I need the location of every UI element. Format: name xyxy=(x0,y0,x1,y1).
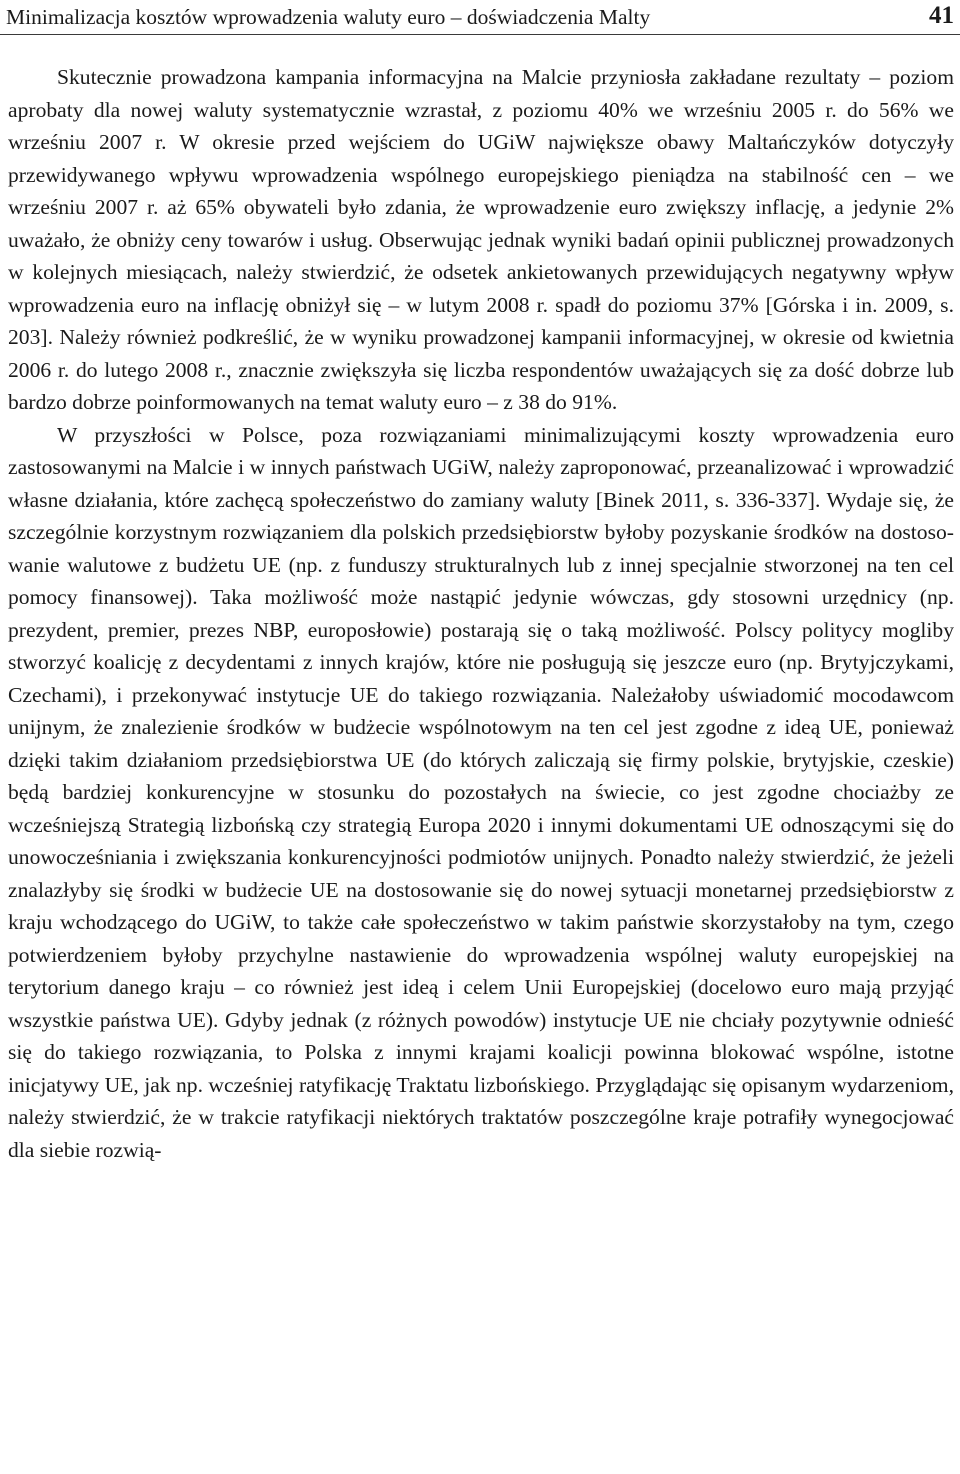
running-header-title: Minimalizacja kosztów wprowadzenia waluty euro – doświadczenia Malty xyxy=(6,5,651,29)
paragraph: W przyszłości w Polsce, poza rozwiązaniami minimalizującymi koszty wprowadzenia euro zastosowanymi na Malcie i w innych państwach UGiW, należy zaproponować, przeanalizować i wprowadzić własne działania, które zachęcą społeczeństwo do zamiany waluty [Binek 2011, s. 336-337]. Wydaje się, że szczególnie korzystnym rozwiązaniem dla polskich przedsiębiorstw byłoby pozyskanie środków na dostosowanie walutowe z budżetu UE (np. z funduszy strukturalnych lub z innej specjalnie stworzonej na ten cel pomocy finansowej). Taka możliwość może nastąpić jedynie wówczas, gdy stosowni urzędnicy (np. prezydent, premier, prezes NBP, europosłowie) postarają się o taką możliwość. Polscy politycy mogliby stworzyć koalicję z decydentami z innych krajów, które nie posługują się jeszcze euro (np. Brytyjczykami, Czechami), i przekonywać instytucje UE do takiego rozwiązania. Należałoby uświadomić mocodawcom unijnym, że znalezienie środków w budżecie wspólnotowym na ten cel jest zgodne z ideą UE, ponieważ dzięki takim działaniom przedsiębiorstwa UE (do których zaliczają się firmy polskie, brytyjskie, czeskie) będą bardziej konkurencyjne w stosunku do pozostałych na świecie, co jest zgodne chociażby ze wcześniejszą Strategią lizbońską czy strategią Europa 2020 i innymi dokumentami UE odnoszącymi się do unowocześniania i zwiększania konkurencyjności podmiotów unijnych. Ponadto należy stwierdzić, że jeżeli znalazłyby się środki w budżecie UE na dostosowanie się do nowej sytuacji monetarnej przedsiębiorstw z kraju wchodzącego do UGiW, to także całe społeczeństwo w takim państwie skorzystałoby na tym, czego potwierdzeniem byłoby przychylne nastawienie do wprowadzenia wspólnej waluty europejskiej na terytorium danego kraju – co również jest ideą i celem Unii Europejskiej (docelowo euro mają przyjąć wszystkie państwa UE). Gdyby jednak (z różnych powodów) instytucje UE nie chciały pozytywnie odnieść się do takiego rozwiązania, to Polska z innymi krajami koalicji powinna blokować wspólne, istotne inicjatywy UE, jak np. wcześniej ratyfikację Traktatu lizbońskiego. Przyglądając się opisanym wydarzeniom, należy stwierdzić, że w trakcie ratyfikacji niektórych traktatów poszczególne kraje potrafiły wynegocjować dla siebie rozwią- xyxy=(8,422,954,1162)
page-number: 41 xyxy=(929,2,954,29)
running-header xyxy=(0,0,960,35)
paragraph: Skutecznie prowadzona kampania informacyjna na Malcie przyniosła zakładane rezultaty – poziom aprobaty dla nowej waluty systematycznie wzrastał, z poziomu 40% we wrześniu 2005 r. do 56% we wrześniu 2007 r. W okresie przed wejściem do UGiW największe obawy Maltańczyków dotyczyły przewidywanego wpływu wprowadzenia wspólnego europejskiego pieniądza na stabilność cen – we wrześniu 2007 r. aż 65% obywateli było zdania, że wprowadzenie euro zwiększy inflację, a jedynie 2% uważało, że obniży ceny towarów i usług. Obserwując jednak wyniki badań opinii publicznej prowadzonych w kolejnych miesiącach, należy stwierdzić, że odsetek ankietowanych przewidujących negatywny wpływ wprowadzenia euro na inflację obniżył się – w lutym 2008 r. spadł do poziomu 37% [Górska i in. 2009, s. 203]. Należy również podkreślić, że w wyniku prowadzonej kampanii informacyjnej, w okresie od kwietnia 2006 r. do lutego 2008 r., znacznie zwiększyła się liczba respondentów uważających się za dość dobrze lub bardzo dobrze poinformowanych na temat waluty euro – z 38 do 91%. xyxy=(8,65,954,414)
body-text xyxy=(8,61,954,1166)
